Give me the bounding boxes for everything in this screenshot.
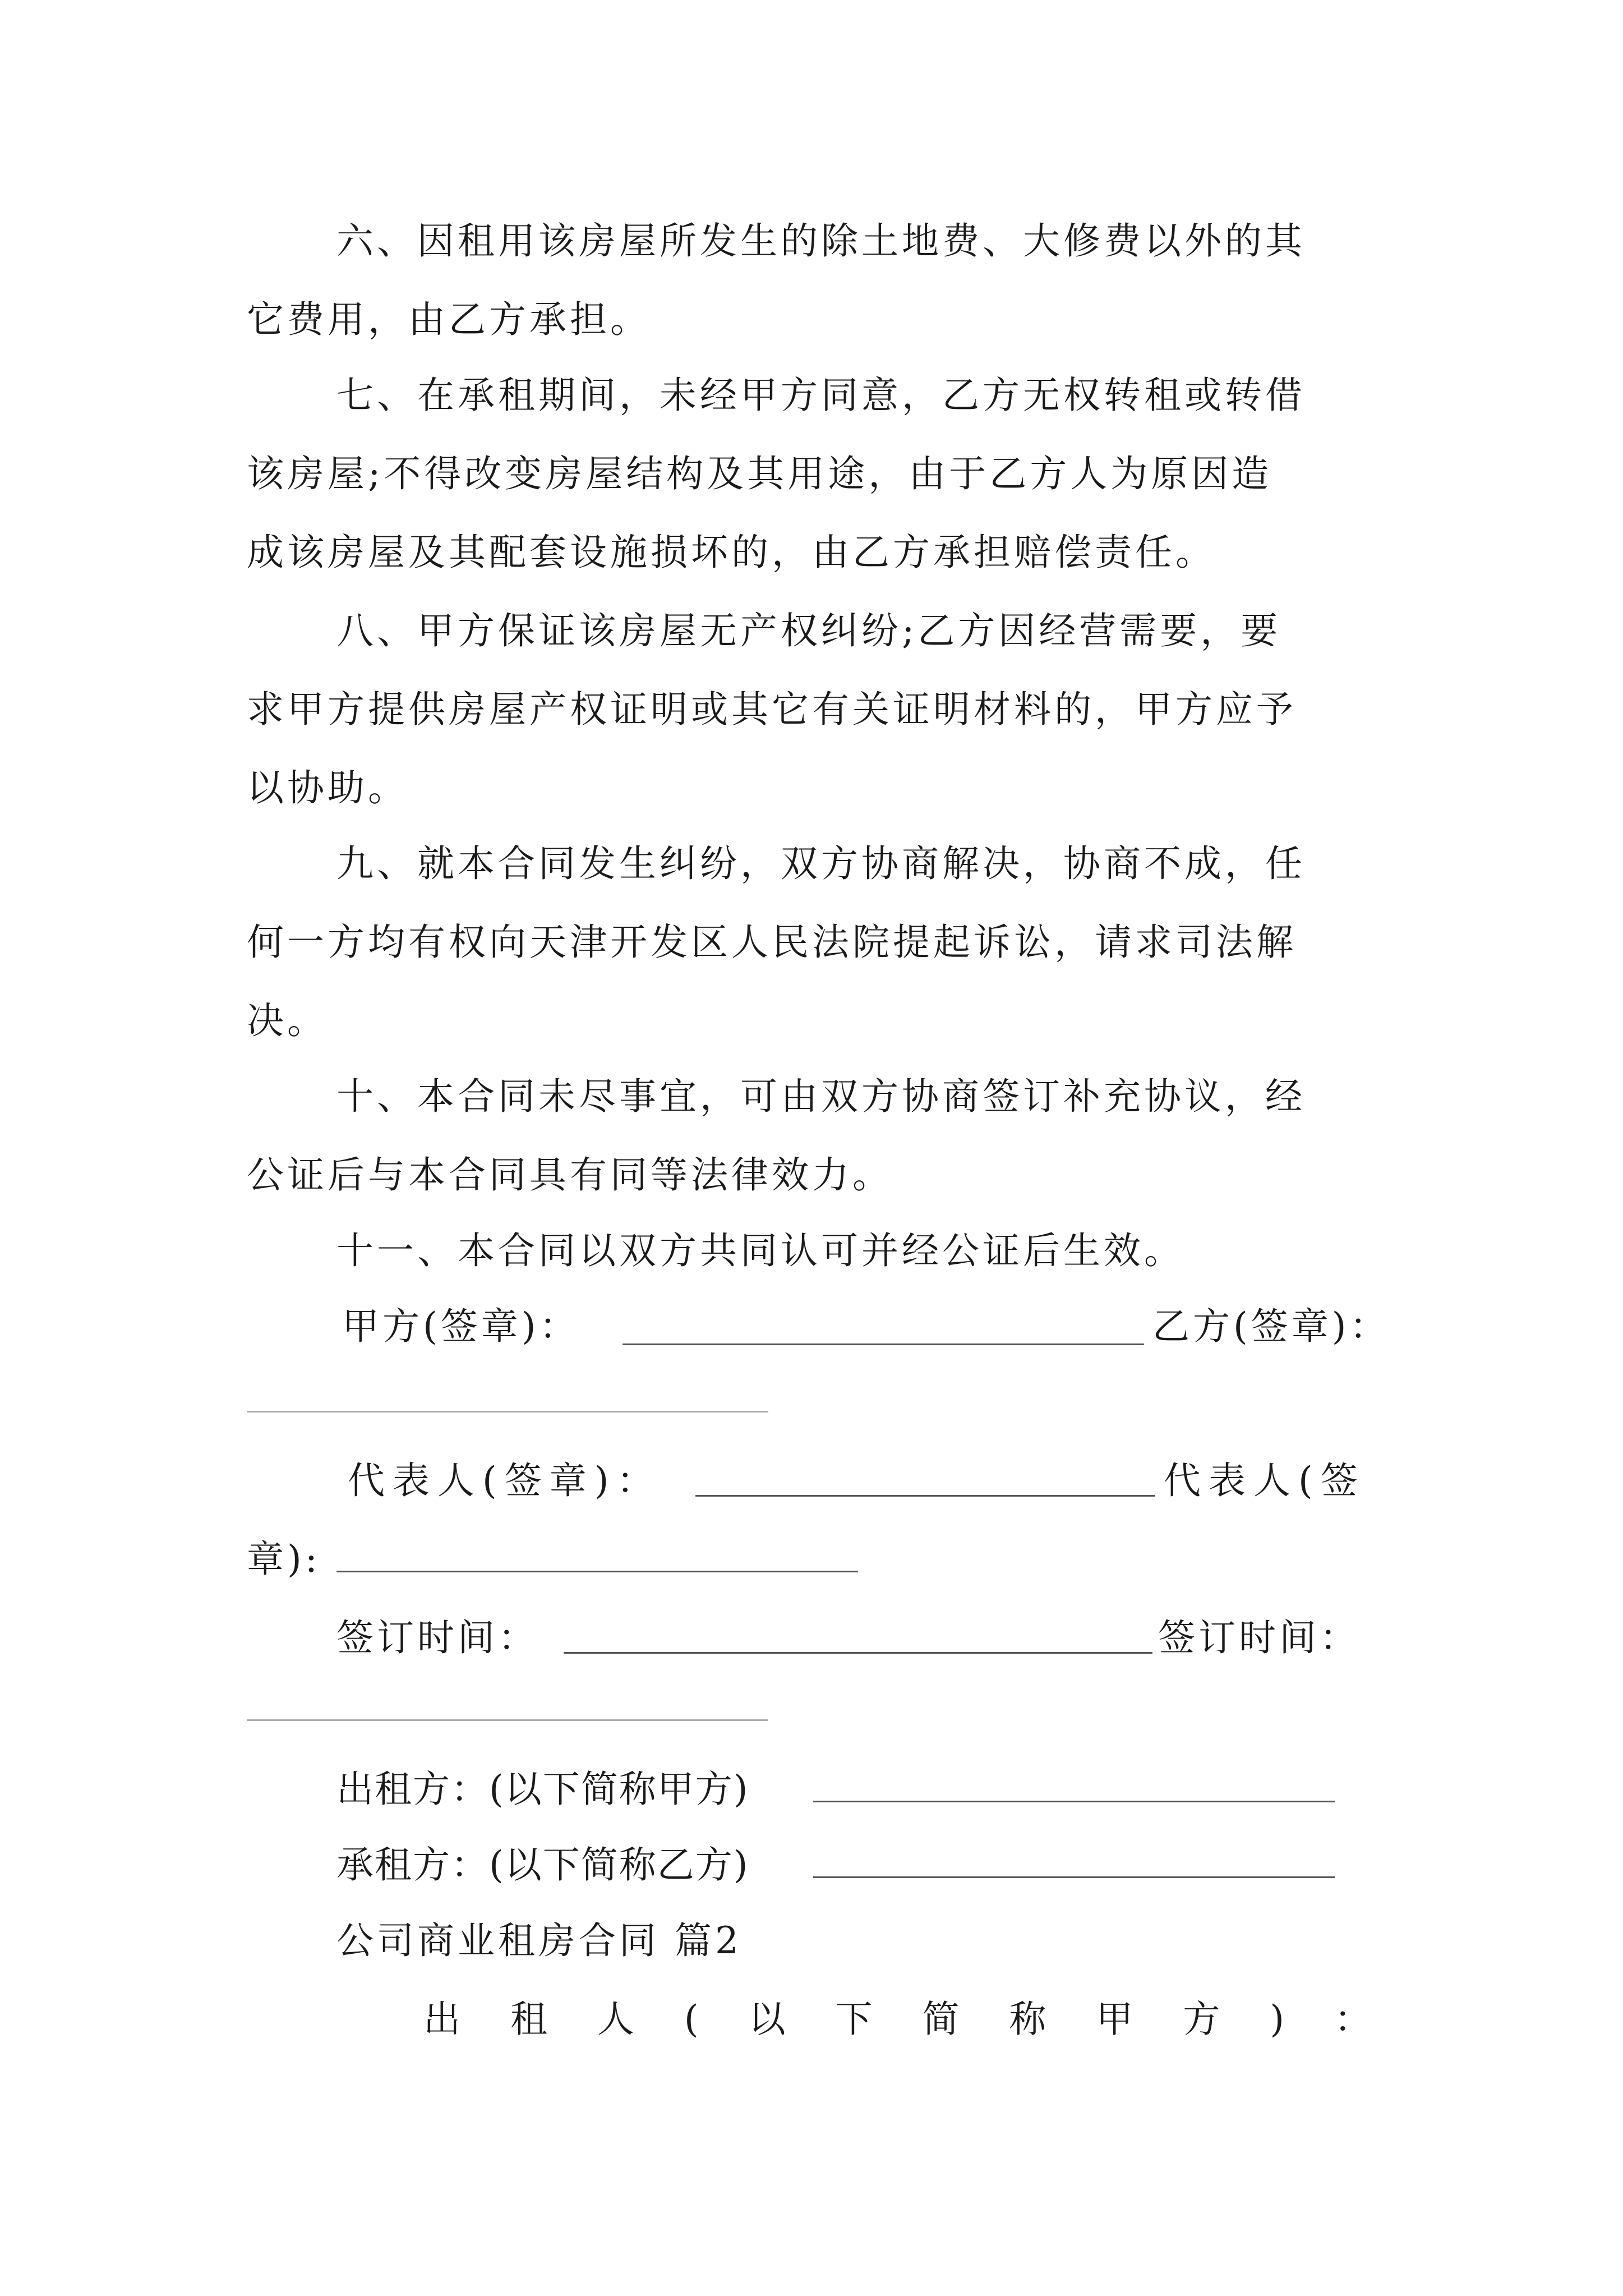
clause-9-line-3: 决。: [247, 999, 328, 1042]
lessor-label: 出租方：(以下简称甲方): [336, 1768, 749, 1811]
clause-10-line-2: 公证后与本合同具有同等法律效力。: [247, 1153, 893, 1197]
party-a-sign-line: [623, 1343, 1144, 1345]
clause-6-line-2: 它费用，由乙方承担。: [247, 298, 651, 341]
spread-char: 人: [597, 1998, 634, 2041]
clause-9-line-2: 何一方均有权向天津开发区人民法院提起诉讼，请求司法解: [247, 921, 1297, 964]
clause-9-line-1: 九、就本合同发生纠纷，双方协商解决，协商不成，任: [336, 842, 1306, 885]
spread-char: 方: [1183, 1998, 1220, 2041]
rep-b-sign-label-1: 代表人(签: [1164, 1459, 1366, 1502]
clause-8-line-1: 八、甲方保证该房屋无产权纠纷;乙方因经营需要，要: [336, 609, 1281, 652]
rep-a-sign-label: 代表人(签章)：: [348, 1459, 662, 1502]
date-a-line: [564, 1652, 1152, 1654]
rep-b-sign-line: [336, 1571, 858, 1572]
clause-7-line-2: 该房屋;不得改变房屋结构及其用途，由于乙方人为原因造: [247, 452, 1272, 495]
lessee-label: 承租方：(以下简称乙方): [336, 1843, 749, 1887]
spread-char: ：: [1334, 1998, 1371, 2041]
spread-char: 租: [510, 1998, 547, 2041]
spread-char: 简: [922, 1998, 960, 2041]
clause-8-line-2: 求甲方提供房屋产权证明或其它有关证明材料的，甲方应予: [247, 688, 1297, 731]
party-b-sign-line: [247, 1411, 768, 1412]
date-b-line: [247, 1719, 768, 1721]
clause-10-line-1: 十、本合同未尽事宜，可由双方协商签订补充协议，经: [336, 1075, 1306, 1118]
lessor-intro-line: [423, 1997, 1371, 2042]
date-a-label: 签订时间：: [336, 1616, 538, 1659]
clause-8-line-3: 以协助。: [247, 766, 408, 809]
spread-char: 甲: [1096, 1998, 1133, 2041]
date-b-label: 签订时间：: [1158, 1616, 1360, 1659]
spread-char: 下: [835, 1998, 873, 2041]
spread-char: 以: [748, 1998, 786, 2041]
spread-char: (: [684, 1998, 699, 2041]
spread-char: 出: [423, 1998, 460, 2041]
clause-7-line-1: 七、在承租期间，未经甲方同意，乙方无权转租或转借: [336, 374, 1306, 417]
spread-char: 称: [1009, 1998, 1046, 2041]
lessee-line: [813, 1876, 1335, 1878]
rep-b-sign-label-2: 章):: [247, 1538, 321, 1581]
clause-11-line-1: 十一、本合同以双方共同认可并经公证后生效。: [336, 1229, 1184, 1272]
clause-7-line-3: 成该房屋及其配套设施损坏的，由乙方承担赔偿责任。: [247, 531, 1216, 574]
rep-a-sign-line: [695, 1495, 1155, 1497]
section-title: 公司商业租房合同 篇2: [336, 1919, 742, 1962]
lessor-line: [813, 1801, 1335, 1802]
spread-char: ): [1270, 1998, 1285, 2041]
party-a-sign-label: 甲方(签章)：: [342, 1305, 580, 1348]
party-b-sign-label: 乙方(签章)：: [1152, 1305, 1390, 1348]
clause-6-line-1: 六、因租用该房屋所发生的除土地费、大修费以外的其: [336, 219, 1306, 263]
